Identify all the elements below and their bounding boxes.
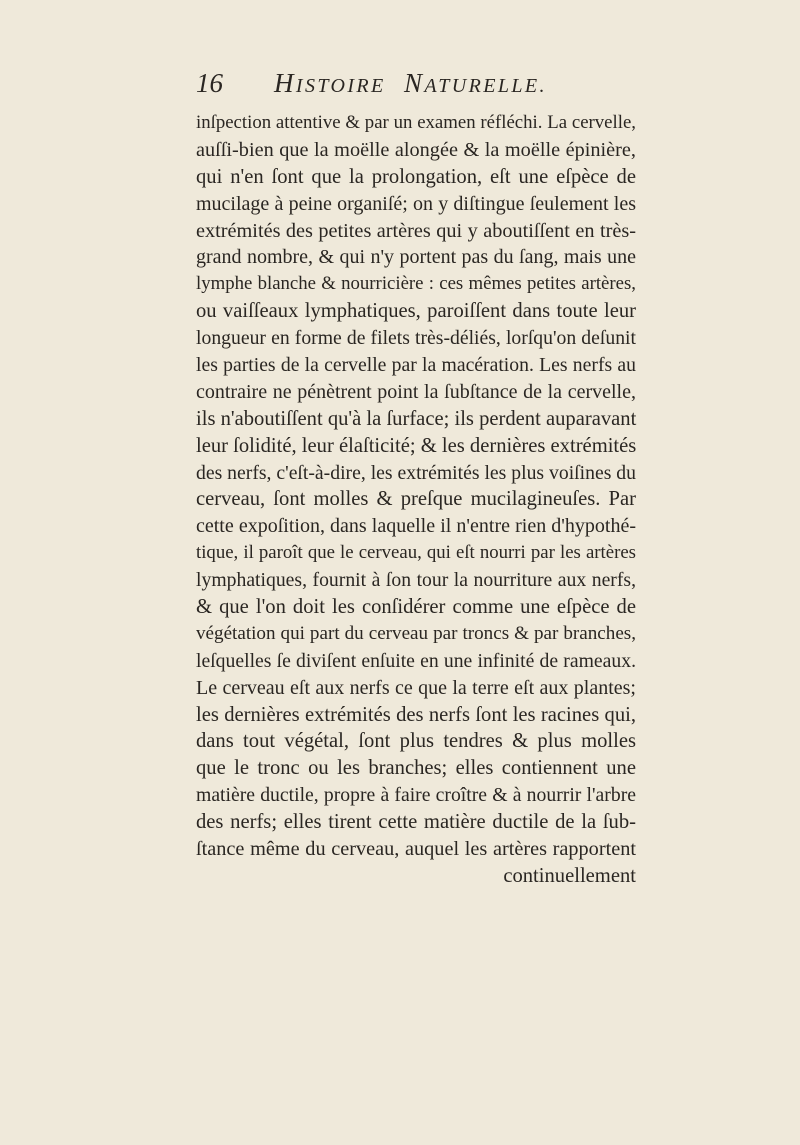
text-line-24: dans tout végétal, ſont plus tendres & plus molles [196, 730, 636, 753]
text-line-6: grand nombre, & qui n'y portent pas du ſang, mais une [196, 246, 636, 269]
head-word-1-initial: H [274, 68, 296, 98]
text-line-20: végétation qui part du cerveau par troncs & par branches, [196, 622, 636, 644]
text-line-21: leſquelles ſe diviſent enſuite en une infinité de rameaux. [196, 649, 636, 672]
text-line-9: longueur en forme de filets très-déliés, lorſqu'on deſunit [196, 327, 636, 350]
text-line-15: cerveau, ſont molles & preſque mucilagineuſes. Par [196, 488, 636, 511]
text-line-14: des nerfs, c'eſt-à-dire, les extrémités les plus voiſines du [196, 461, 636, 484]
text-line-10: les parties de la cervelle par la macération. Les nerfs au [196, 354, 636, 377]
text-line-25: que le tronc ou les branches; elles contiennent une [196, 757, 636, 780]
text-line-23: les dernières extrémités des nerfs ſont les racines qui, [196, 703, 636, 726]
text-line-16: cette expoſition, dans laquelle il n'entre rien d'hypothé- [196, 515, 636, 538]
page-number: 16 [196, 68, 223, 98]
text-line-5: extrémités des petites artères qui y aboutiſſent en très- [196, 219, 636, 242]
text-line-26: matière ductile, propre à faire croître & à nourrir l'arbre [196, 784, 636, 807]
text-line-12: ils n'aboutiſſent qu'à la ſurface; ils perdent auparavant [196, 407, 637, 430]
catchword: continuellement [503, 864, 636, 887]
head-word-1-rest: ISTOIRE [295, 75, 386, 97]
text-line-13: leur ſolidité, leur élaſticité; & les dernières extrémités [196, 434, 637, 457]
text-line-3: qui n'en ſont que la prolongation, eſt une eſpèce de [196, 165, 636, 188]
text-line-17: tique, il paroît que le cerveau, qui eſt nourri par les artères [196, 542, 636, 564]
text-line-19: & que l'on doit les conſidérer comme une eſpèce de [196, 596, 636, 619]
text-line-18: lymphatiques, fournit à ſon tour la nourriture aux nerfs, [196, 569, 636, 592]
text-line-27: des nerfs; elles tirent cette matière ductile de la ſub- [196, 811, 636, 834]
text-line-8: ou vaiſſeaux lymphatiques, paroiſſent dans toute leur [196, 300, 636, 323]
text-line-7: lymphe blanche & nourricière : ces mêmes petites artères, [196, 273, 636, 295]
text-line-28: ſtance même du cerveau, auquel les artères rapportent [196, 838, 636, 861]
head-word-2-initial: N [403, 68, 425, 98]
head-word-2-rest: ATURELLE. [424, 75, 547, 97]
running-head-title [274, 68, 547, 99]
text-line-4: mucilage à peine organiſé; on y diſtingue ſeulement les [196, 192, 636, 215]
text-line-11: contraire ne pénètrent point la ſubſtance de la cervelle, [196, 380, 636, 403]
running-head [196, 68, 636, 108]
text-line-22: Le cerveau eſt aux nerfs ce que la terre eſt aux plantes; [196, 676, 636, 699]
body-text [196, 110, 636, 890]
text-line-2: auſſi-bien que la moëlle alongée & la moëlle épinière, [196, 138, 636, 161]
text-line-1: inſpection attentive & par un examen réfléchi. La cervelle, [196, 112, 636, 133]
